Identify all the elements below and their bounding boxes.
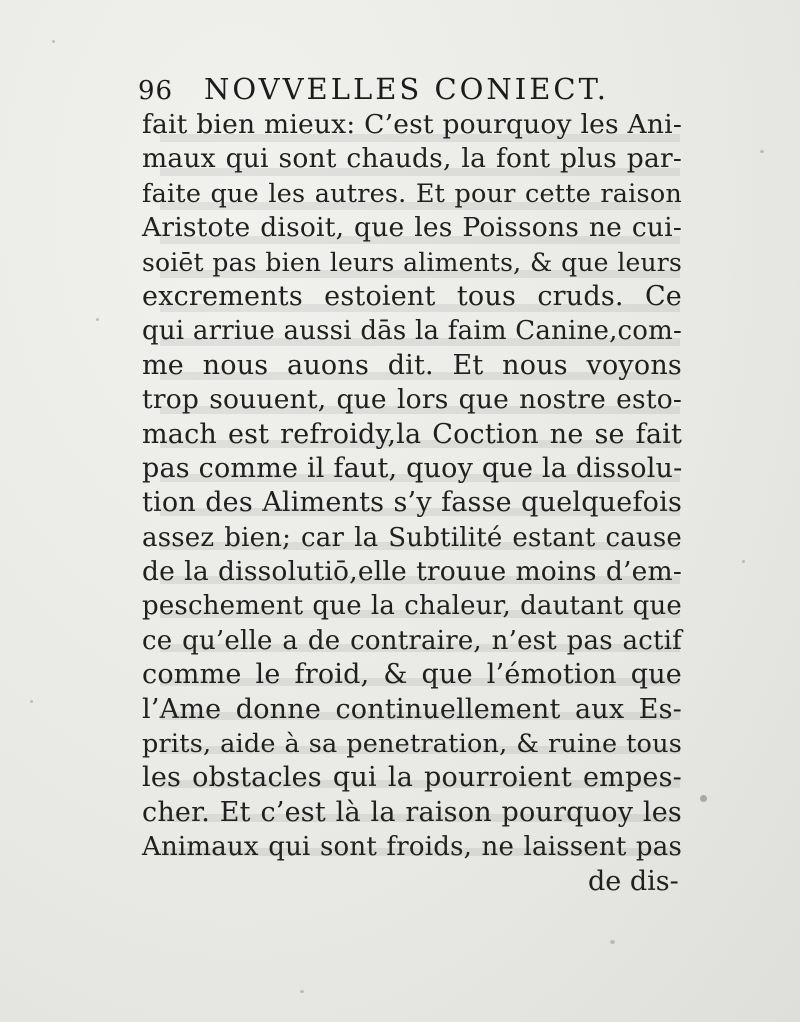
text-line: assez bien; car la Subtilité estant cause bbox=[142, 522, 682, 553]
text-line: soiēt pas bien leurs aliments, & que leurs bbox=[142, 247, 682, 277]
text-line: Animaux qui sont froids, ne laissent pas bbox=[142, 832, 682, 863]
text-line: maux qui sont chauds, la font plus par- bbox=[142, 143, 682, 175]
text-line: les obstacles qui la pourroient empes- bbox=[142, 762, 682, 794]
paper-speck bbox=[742, 560, 745, 563]
text-line: excrements estoient tous cruds. Ce bbox=[142, 280, 682, 312]
running-head bbox=[138, 72, 658, 106]
text-line: peschement que la chaleur, dautant que bbox=[142, 591, 682, 622]
body-text bbox=[142, 108, 682, 865]
text-line: prits, aide à sa penetration, & ruine tous bbox=[142, 729, 682, 760]
text-line: comme le froid, & que l’émotion que bbox=[142, 659, 682, 691]
text-line: mach est refroidy,la Coction ne se fait bbox=[142, 418, 682, 450]
paper-speck bbox=[30, 700, 33, 703]
page-number: 96 bbox=[138, 76, 174, 106]
paper-speck bbox=[610, 940, 615, 944]
paper-speck bbox=[96, 318, 99, 321]
paper-speck bbox=[700, 795, 707, 802]
text-line: cher. Et c’est là la raison pourquoy les bbox=[142, 796, 682, 828]
paper-speck bbox=[52, 40, 55, 43]
text-line: pas comme il faut, quoy que la dissolu- bbox=[142, 452, 683, 484]
text-line: trop souuent, que lors que nostre esto- bbox=[142, 384, 682, 416]
text-line: fait bien mieux: C’est pourquoy les Ani- bbox=[142, 109, 682, 140]
text-line: faite que les autres. Et pour cette raison bbox=[142, 178, 682, 209]
text-line: l’Ame donne continuellement aux Es- bbox=[142, 693, 682, 725]
running-title: NOVVELLES CONIECT. bbox=[204, 72, 609, 106]
text-line: qui arriue aussi dās la faim Canine,com- bbox=[142, 316, 682, 347]
text-line: ce qu’elle a de contraire, n’est pas actif bbox=[142, 625, 682, 656]
text-line: me nous auons dit. Et nous voyons bbox=[142, 349, 682, 381]
paper-speck bbox=[300, 990, 304, 993]
paper-speck bbox=[760, 150, 764, 153]
text-line: Aristote disoit, que les Poissons ne cui- bbox=[142, 212, 682, 244]
text-line: de la dissolutiō,elle trouue moins d’em- bbox=[142, 556, 682, 588]
text-line: tion des Aliments s’y fasse quelquefois bbox=[142, 487, 682, 519]
catchword: de dis- bbox=[588, 866, 679, 897]
